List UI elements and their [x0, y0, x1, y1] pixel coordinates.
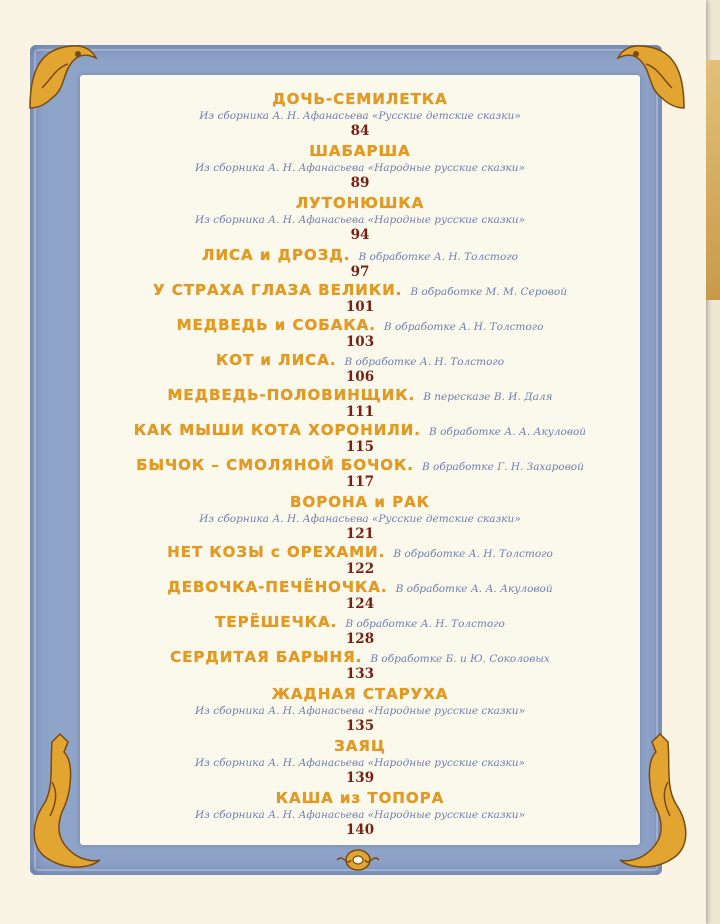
page-number: 115 [345, 439, 375, 455]
story-title: У СТРАХА ГЛАЗА ВЕЛИКИ. [153, 281, 403, 299]
toc-entry[interactable] [167, 543, 553, 576]
story-title: ЗАЯЦ [334, 737, 386, 755]
story-source: Из сборника А. Н. Афанасьева «Народные русские сказки» [195, 162, 525, 174]
toc-entry-source-line [195, 704, 525, 719]
story-title: ДОЧЬ-СЕМИЛЕТКА [272, 90, 448, 108]
toc-entry[interactable] [199, 493, 521, 541]
page-number: 89 [350, 175, 370, 191]
story-title: СЕРДИТАЯ БАРЫНЯ. [170, 648, 363, 666]
toc-entry-line [168, 386, 553, 405]
story-source: В обработке А. Н. Толстого [345, 618, 505, 630]
page-number: 133 [345, 666, 375, 682]
story-source: Из сборника А. Н. Афанасьева «Народные русские сказки» [195, 809, 525, 821]
page-number: 97 [350, 264, 370, 280]
toc-entry-line [215, 613, 505, 632]
page-number: 128 [345, 631, 375, 647]
toc-entry[interactable] [195, 142, 525, 190]
story-title: КАША из ТОПОРА [275, 789, 445, 807]
story-source: В обработке А. А. Акуловой [429, 426, 587, 438]
page-number: 101 [345, 299, 375, 315]
toc-entry-line [334, 737, 386, 756]
adjacent-page-edge [706, 60, 720, 300]
story-source: В обработке Г. Н. Захаровой [421, 461, 584, 473]
toc-entry-source-line [195, 213, 525, 228]
toc-entry[interactable] [134, 421, 586, 454]
page-number: 84 [350, 123, 370, 139]
story-source: В обработке А. Н. Толстого [358, 251, 518, 263]
toc-entry[interactable] [199, 90, 521, 138]
page-number: 124 [345, 596, 375, 612]
page-number: 139 [345, 770, 375, 786]
story-title: ВОРОНА и РАК [290, 493, 430, 511]
page-number: 106 [345, 369, 375, 385]
knot-ornament-bottom-icon [335, 845, 381, 875]
story-source: Из сборника А. Н. Афанасьева «Народные русские сказки» [195, 757, 525, 769]
toc-entry-line [170, 648, 550, 667]
story-source: Из сборника А. Н. Афанасьева «Русские детские сказки» [199, 513, 521, 525]
toc-entry-source-line [199, 109, 521, 124]
story-source: В пересказе В. И. Даля [423, 391, 553, 403]
story-source: В обработке М. М. Серовой [410, 286, 567, 298]
story-source: В обработке А. А. Акуловой [395, 583, 553, 595]
toc-entry[interactable] [168, 386, 553, 419]
table-of-contents [80, 90, 640, 840]
story-title: КОТ и ЛИСА. [215, 351, 337, 369]
toc-entry[interactable] [215, 613, 505, 646]
toc-entry-line [216, 351, 504, 370]
toc-entry[interactable] [195, 194, 525, 242]
toc-entry-line [309, 142, 410, 161]
toc-entry[interactable] [167, 578, 552, 611]
toc-entry-source-line [195, 161, 525, 176]
story-source: В обработке Б. и Ю. Соколовых [370, 653, 550, 665]
toc-entry-line [134, 421, 586, 440]
toc-entry-line [290, 493, 430, 512]
toc-entry-line [177, 316, 544, 335]
story-title: КАК МЫШИ КОТА ХОРОНИЛИ. [133, 421, 422, 439]
toc-entry-line [276, 789, 445, 808]
toc-entry[interactable] [195, 685, 525, 733]
story-title: МЕДВЕДЬ-ПОЛОВИНЩИК. [167, 386, 416, 404]
story-source: В обработке А. Н. Толстого [344, 356, 505, 368]
story-source: Из сборника А. Н. Афанасьева «Народные русские сказки» [195, 214, 525, 226]
page-number: 121 [345, 526, 375, 542]
story-title: ЖАДНАЯ СТАРУХА [271, 685, 449, 703]
page-number: 135 [345, 718, 375, 734]
toc-entry[interactable] [216, 351, 504, 384]
story-source: В обработке А. Н. Толстого [383, 321, 544, 333]
page-number: 140 [345, 822, 375, 838]
page-number: 103 [345, 334, 375, 350]
toc-entry-source-line [195, 808, 525, 823]
story-source: Из сборника А. Н. Афанасьева «Русские детские сказки» [199, 110, 521, 122]
toc-entry[interactable] [202, 246, 518, 279]
toc-entry-line [272, 685, 449, 704]
story-title: МЕДВЕДЬ и СОБАКА. [176, 316, 376, 334]
toc-entry-line [202, 246, 518, 265]
story-title: НЕТ КОЗЫ с ОРЕХАМИ. [167, 543, 386, 561]
story-source: Из сборника А. Н. Афанасьева «Народные русские сказки» [195, 705, 525, 717]
toc-entry[interactable] [170, 648, 550, 681]
toc-entry[interactable] [153, 281, 567, 314]
toc-entry-source-line [195, 756, 525, 771]
toc-entry-line [167, 578, 552, 597]
toc-entry[interactable] [136, 456, 584, 489]
toc-entry-line [136, 456, 584, 475]
page-number: 111 [345, 404, 375, 420]
page-number: 117 [345, 474, 375, 490]
toc-entry[interactable] [177, 316, 544, 349]
story-title: ТЕРЁШЕЧКА. [215, 613, 338, 631]
story-title: ЛИСА и ДРОЗД. [202, 246, 351, 264]
toc-entry-line [153, 281, 567, 300]
toc-entry[interactable] [195, 737, 525, 785]
story-title: БЫЧОК – СМОЛЯНОЙ БОЧОК. [136, 456, 414, 474]
toc-entry-line [272, 90, 447, 109]
story-title: ДЕВОЧКА-ПЕЧЁНОЧКА. [167, 578, 388, 596]
page-number: 122 [345, 561, 375, 577]
story-title: ШАБАРША [309, 142, 411, 160]
toc-entry[interactable] [195, 789, 525, 837]
toc-entry-line [167, 543, 553, 562]
toc-entry-line [296, 194, 425, 213]
story-title: ЛУТОНЮШКА [295, 194, 425, 212]
story-source: В обработке А. Н. Толстого [393, 548, 553, 560]
toc-entry-source-line [199, 512, 521, 527]
page-number: 94 [350, 227, 370, 243]
